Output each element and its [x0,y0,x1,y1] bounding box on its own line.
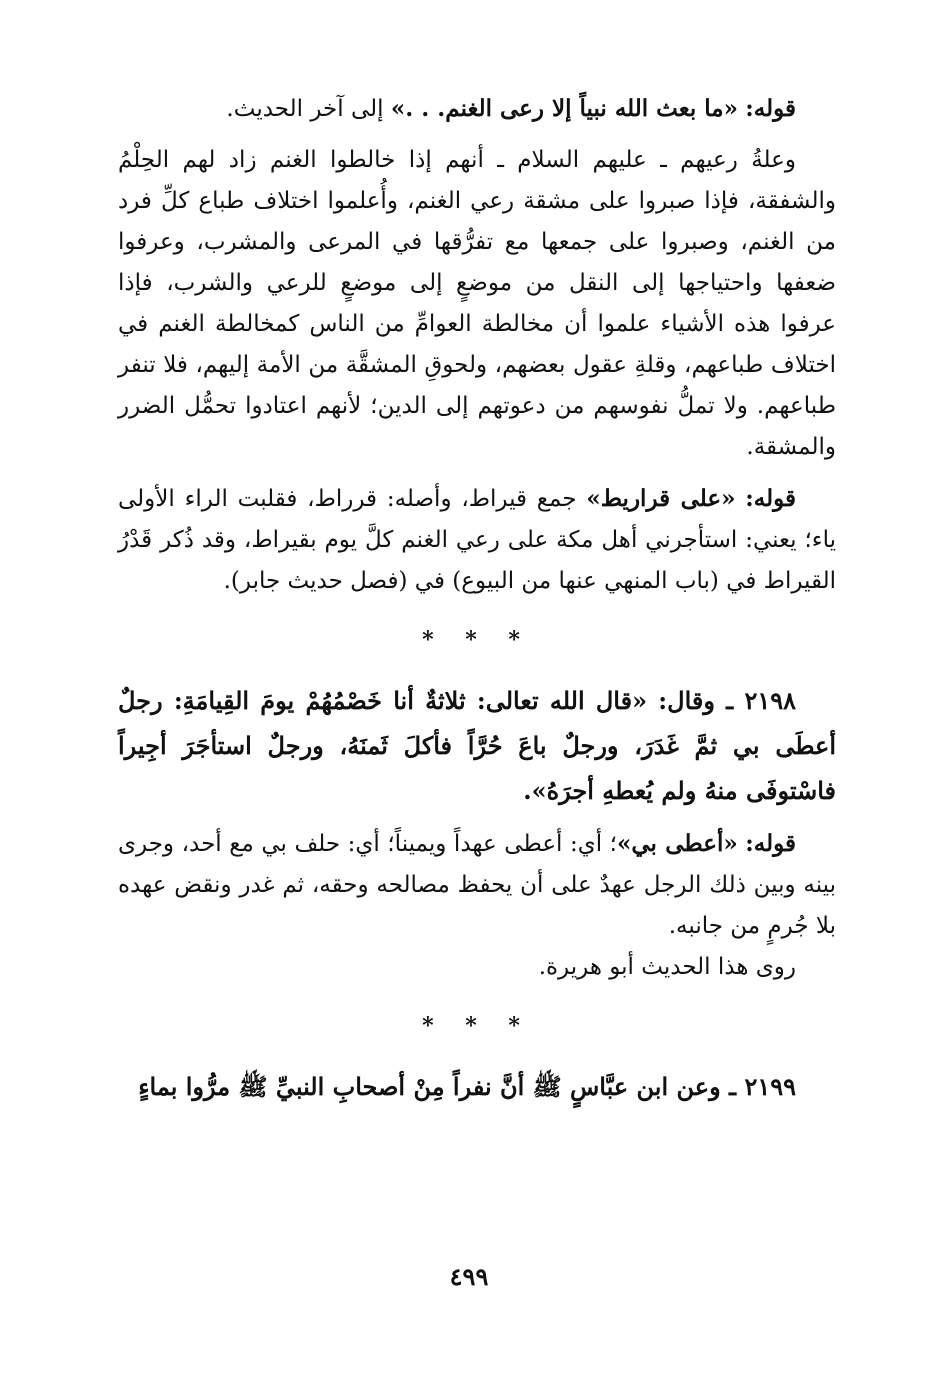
hadith-2199: ٢١٩٩ ـ وعن ابن عبَّاسٍ ﷺ أنَّ نفراً مِنْ أصحابِ النبيِّ ﷺ مرُّوا بماءٍ [138,1072,796,1101]
commentary-label: قوله: [745,95,796,122]
page-body [118,88,836,1109]
commentary-hadith-shepherd [118,88,836,130]
quoted-phrase: «أعطى بي» [617,830,738,857]
commentary-label: قوله: [745,485,796,512]
commentary-atta-bi [118,823,836,947]
commentary-label: قوله: [745,830,797,857]
explanation-paragraph: وعلةُ رعيهم ـ عليهم السلام ـ أنهم إذا خالطوا الغنم زاد لهم الحِلْمُ والشفقة، فإذا صبروا على مشقة رعي الغنم، وأُعلموا اختلاف طباع كلِّ فرد من الغنم، وصبروا على جمعها مع تفرُّقها في المرعى والمشرب، وعرفوا ضعفها واحتياجها إلى النقل من موضعٍ إلى موضعٍ للرعي والشرب، فإذا عرفوا هذه الأشياء علموا أن مخالطة العوامِّ من الناس كمخالطة الغنم في اختلاف طباعهم، وقلةِ عقول بعضهم، ولحوقِ المشقَّة من الأمة إليهم، فلا تنفر طباعهم. ولا تملُّ نفوسهم من دعوتهم إلى الدين؛ لأنهم اعتادوا تحمُّل الضرر والمشقة. [118,147,836,460]
commentary-text: جمع قيراط، وأصله: قرراط، فقلبت الراء الأولى ياء؛ يعني: استأجرني أهل مكة على رعي الغنم كلَّ يوم بقيراط، وقد ذُكر قَدْرُ القيراط في (باب المنهي عنها من البيوع) في (فصل حديث جابر). [118,486,836,594]
hadith-2198: ٢١٩٨ ـ وقال: «قال الله تعالى: ثلاثةٌ أنا خَصْمُهُمْ يومَ القِيامَةِ: رجلٌ أعطَى بي ثمَّ غَدَرَ، ورجلٌ باعَ حُرَّاً فأكلَ ثَمنَهُ، ورجلٌ استأجَرَ أجِيراً فاسْتوفَى منهُ ولم يُعطهِ أجرَهُ». [118,686,836,805]
section-separator: * * * [422,627,532,653]
commentary-text: إلى آخر الحديث. [226,96,391,122]
narrator-note: روى هذا الحديث أبو هريرة. [538,954,796,980]
commentary-text: ؛ أي: أعطى عهداً ويميناً؛ أي: حلف بي مع أحد، وجرى بينه وبين ذلك الرجل عهدٌ على أن يحفظ مصالحه وحقه، ثم غدر ونقض عهده بلا جُرمٍ من جانبه. [118,831,836,939]
section-separator: * * * [422,1013,532,1039]
quoted-phrase: «ما بعث الله نبياً إلا رعى الغنم. . .» [390,95,738,122]
page-number: ٤٩٩ [449,1262,489,1291]
quoted-phrase: «على قراريط» [586,485,736,512]
commentary-qirat [118,478,836,602]
